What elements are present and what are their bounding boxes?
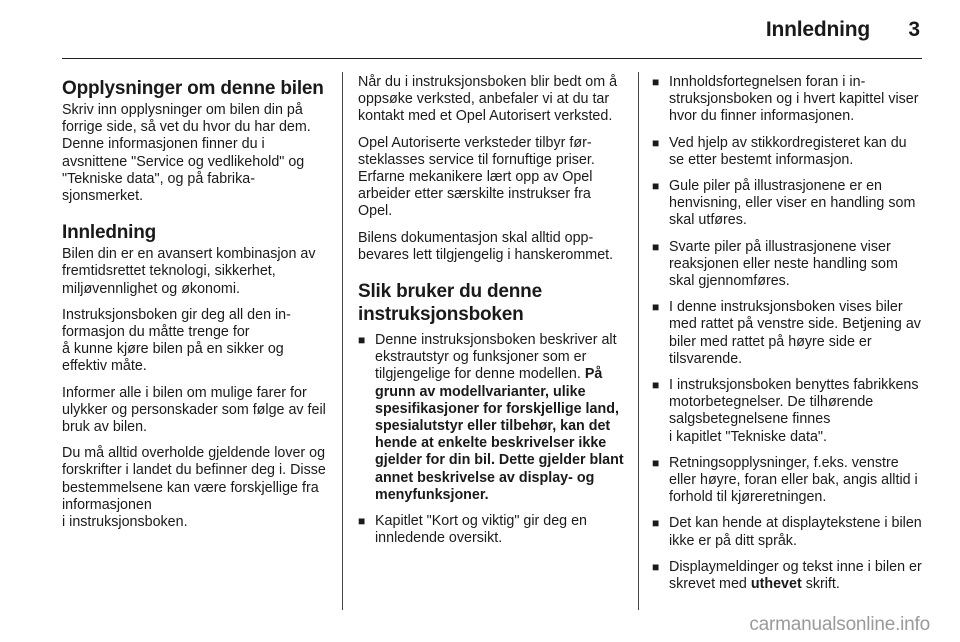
list-item-text: I instruksjonsboken benyttes fabrikkens motorbetegnelser. De tilhørende salgsbetegnelsene finnes (669, 377, 919, 428)
list-item-text: Retningsopplysninger, f.eks. venstre eller høyre, foran eller bak, angis alltid i forhold til kjøreretningen. (669, 454, 918, 506)
square-bullet-icon: ■ (652, 516, 660, 531)
paragraph-part: i instruksjonsboken. (62, 514, 188, 531)
section-heading-introduction: Innledning (62, 222, 157, 244)
page-header-title: Innledning (765, 18, 870, 41)
list-item-text: Det kan hende at displaytekstene i bilen ikke er på ditt språk. (669, 515, 922, 549)
paragraph: Opel Autoriserte verksteder tilbyr førsteklasses service til fornuftige priser. Erfarne mekanikere lært opp av Opel arbeider etter særskilte instrukser fra Opel. (358, 134, 595, 220)
page-number: 3 (908, 18, 920, 41)
square-bullet-icon: ■ (652, 455, 660, 470)
square-bullet-icon: ■ (652, 75, 660, 89)
square-bullet-icon: ■ (652, 378, 660, 393)
list-item (652, 377, 924, 446)
list-item-text: Denne instruksjonsboken beskriver alt ekstrautstyr og funksjoner som er tilgjengelige for denne modellen. (375, 332, 617, 383)
paragraph-part: Du må alltid overholde gjeldende lover og forskrifter i landet du befinner deg i. Disse bestemmelsene kan være forskjellige fra informasjonen (62, 445, 326, 513)
square-bullet-icon: ■ (652, 300, 660, 315)
section-heading-vehicle-info: Opplysninger om denne bilen (62, 78, 324, 99)
list-item (652, 455, 924, 507)
list-item-text: Svarte piler på illustrasjonene viser reaksjonen eller neste handling som skal gjennomføres. (669, 238, 898, 290)
column-divider-1 (342, 72, 343, 610)
column-1 (62, 77, 330, 540)
paragraph-part: å kunne kjøre bilen på en sikker og effektiv måte. (62, 341, 284, 375)
paragraph: Når du i instruksjonsboken blir bedt om å oppsøke verksted, anbefaler vi at du tar kontakt med et Opel Autorisert verksted. (358, 74, 618, 125)
list-item-text: i kapitlet "Tekniske data". (669, 428, 827, 445)
square-bullet-icon: ■ (358, 514, 366, 529)
square-bullet-icon: ■ (652, 135, 660, 150)
list-item-text: Gule piler på illustrasjonene er en henvisning, eller viser en handling som skal utføres. (669, 178, 916, 229)
square-bullet-icon: ■ (358, 333, 366, 348)
column-2 (358, 74, 626, 556)
square-bullet-icon: ■ (652, 179, 660, 194)
square-bullet-icon: ■ (652, 239, 660, 254)
section-heading-how-to-use: Slik bruker du denne instruksjonsboken (358, 281, 542, 326)
list-item (652, 299, 924, 368)
paragraph: Skriv inn opplysninger om bilen din på forrige side, så vet du hvor du har dem. Denne informasjonen finner du i avsnittene "Service og vedlikehold" og "Tekniske data", og på fabrikasjonsmerket. (62, 102, 311, 205)
column-3 (652, 74, 924, 602)
header-rule (62, 58, 922, 59)
paragraph: Informer alle i bilen om mulige farer for ulykker og personskader som følge av feil bruk av bilen. (62, 384, 326, 436)
paragraph: Bilen din er en avansert kombinasjon av fremtidsrettet teknologi, sikkerhet, miljøvennlighet og økonomi. (62, 246, 316, 297)
list-item-bold-text: uthevet (750, 576, 802, 593)
column-divider-2 (638, 72, 639, 610)
list-item-text: Innholdsfortegnelsen foran i instruksjonsboken og i hvert kapittel viser hvor du finner informasjonen. (669, 74, 919, 125)
list-item (652, 135, 924, 169)
list-item (358, 332, 626, 504)
list-item (652, 74, 924, 126)
list-item (652, 239, 924, 291)
list-item (652, 515, 924, 549)
list-item-text: Ved hjelp av stikkordregisteret kan du se etter bestemt informasjon. (669, 134, 907, 168)
paragraph-part: Instruksjonsboken gir deg all den informasjon du måtte trenge for (62, 306, 291, 341)
paragraph (62, 445, 330, 531)
list-item-text: I denne instruksjonsboken vises biler med rattet på venstre side. Betjening av biler med rattet på høyre side er tilsvarende. (669, 299, 921, 367)
list-item (652, 559, 924, 593)
paragraph (62, 307, 330, 376)
list-item (652, 178, 924, 230)
list-item-text: Displaymeldinger og tekst inne i bilen er skrevet med (669, 558, 922, 593)
paragraph: Bilens dokumentasjon skal alltid oppbevares lett tilgjengelig i hanskerommet. (358, 229, 614, 263)
list-item-text: Kapitlet "Kort og viktig" gir deg en innledende oversikt. (375, 513, 588, 547)
bullet-list (358, 332, 626, 547)
list-item-text: skrift. (805, 576, 840, 593)
bullet-list (652, 74, 924, 593)
watermark: carmanualsonline.info (749, 614, 930, 635)
list-item-bold-text: På grunn av modellvarianter, ulike spesifikasjoner for forskjellige land, spesialutstyr eller tilbehør, kan det hende at enkelte beskrivelser ikke gjelder for din bil. Dette gjelder blant annet beskrivelse av display- og menyfunksjoner. (375, 366, 624, 503)
list-item (358, 513, 626, 547)
square-bullet-icon: ■ (652, 559, 660, 574)
